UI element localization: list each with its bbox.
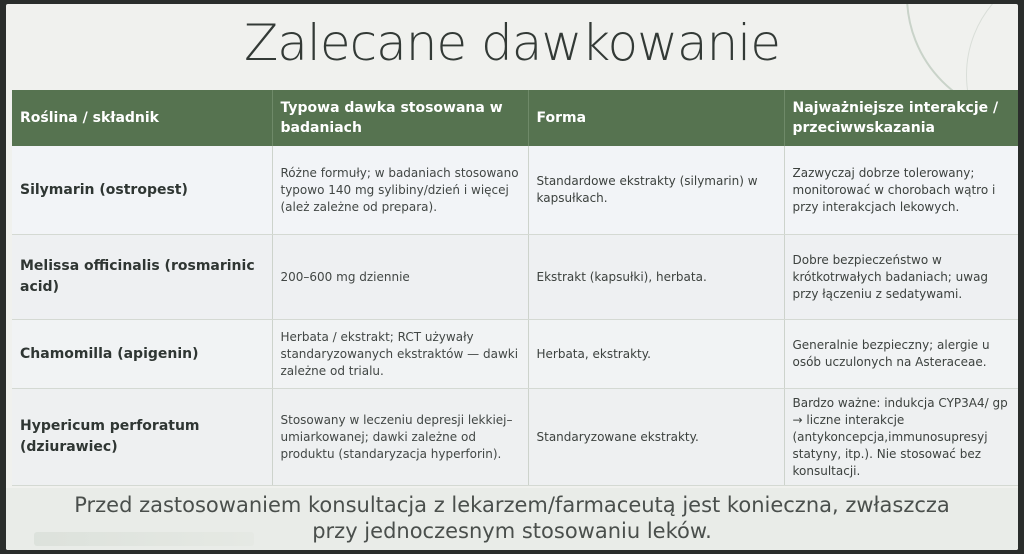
plant-name: Hypericum perforatum (dziurawiec) (12, 389, 272, 486)
interactions-cell: Bardzo ważne: indukcja CYP3A4/ gp → liczne interakcje (antykoncepcja,immunosupresyj statyny, itp.). Nie stosować bez konsultacji. (784, 389, 1018, 486)
form-cell: Standardowe ekstrakty (silymarin) w kapsułkach. (528, 146, 784, 235)
faded-watermark (34, 532, 254, 546)
plant-name: Chamomilla (apigenin) (12, 320, 272, 389)
slide (6, 4, 1018, 550)
dose-cell: Różne formuły; w badaniach stosowano typowo 140 mg sylibiny/dzień i więcej (ależ zależne od prepara). (272, 146, 528, 235)
dose-cell: Stosowany w leczeniu depresji lekkiej–umiarkowanej; dawki zależne od produktu (standaryzacja hyperforin). (272, 389, 528, 486)
footer-line-2: przy jednoczesnym stosowaniu leków. (312, 519, 712, 543)
header-form: Forma (528, 90, 784, 146)
dosage-table (12, 90, 1018, 486)
form-cell: Standaryzowane ekstrakty. (528, 389, 784, 486)
form-cell: Ekstrakt (kapsułki), herbata. (528, 235, 784, 320)
table-row (12, 320, 1018, 389)
table-row (12, 146, 1018, 235)
header-dose: Typowa dawka stosowana w badaniach (272, 90, 528, 146)
table-row (12, 389, 1018, 486)
interactions-cell: Generalnie bezpieczny; alergie u osób uczulonych na Asteraceae. (784, 320, 1018, 389)
form-cell: Herbata, ekstrakty. (528, 320, 784, 389)
interactions-cell: Zazwyczaj dobrze tolerowany; monitorować w chorobach wątro i przy interakcjach lekowych. (784, 146, 1018, 235)
table-header-row (12, 90, 1018, 146)
plant-name: Melissa officinalis (rosmarinic acid) (12, 235, 272, 320)
header-interactions: Najważniejsze interakcje / przeciwwskazania (784, 90, 1018, 146)
header-plant: Roślina / składnik (12, 90, 272, 146)
slide-title: Zalecane dawkowanie (244, 14, 780, 72)
plant-name: Silymarin (ostropest) (12, 146, 272, 235)
dose-cell: Herbata / ekstrakt; RCT używały standaryzowanych ekstraktów — dawki zależne od trialu. (272, 320, 528, 389)
dose-cell: 200–600 mg dziennie (272, 235, 528, 320)
interactions-cell: Dobre bezpieczeństwo w krótkotrwałych badaniach; uwag przy łączeniu z sedatywami. (784, 235, 1018, 320)
footer-line-1: Przed zastosowaniem konsultacja z lekarzem/farmaceutą jest konieczna, zwłaszcza (74, 493, 950, 517)
table-row (12, 235, 1018, 320)
